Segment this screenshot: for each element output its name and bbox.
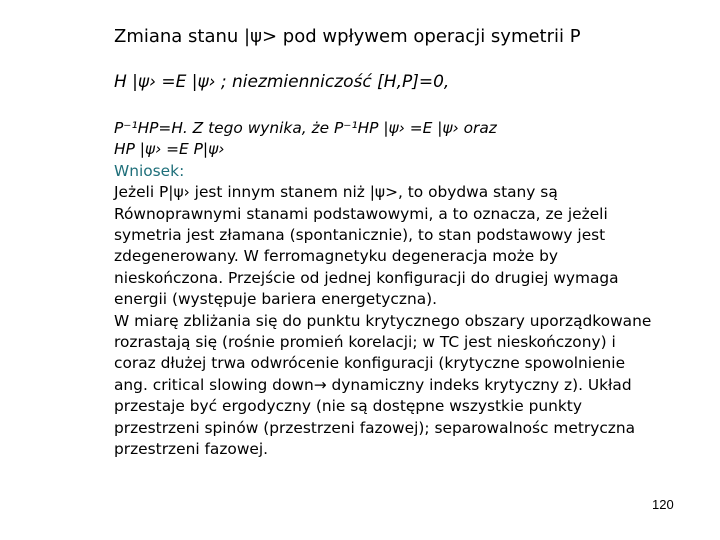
body-line: nieskończona. Przejście od jednej konfiguracji do drugiej wymaga [114, 268, 619, 287]
body-line: przestrzeni spinów (przestrzeni fazowej); separowalnośc metryczna [114, 418, 636, 437]
body-line: ang. critical slowing down→ dynamiczny indeks krytyczny z). Układ [114, 375, 632, 394]
body-line: zdegenerowany. W ferromagnetyku degeneracja może by [114, 247, 559, 266]
body-line: HP |ψ› =E P|ψ› [114, 140, 225, 159]
body-line: W miarę zbliżania się do punktu krytycznego obszary uporządkowane [114, 311, 652, 330]
hamiltonian-formula: H |ψ› =E |ψ› ; niezmienniczość [H,P]=0, [114, 72, 450, 92]
body-line: rozrastają się (rośnie promień korelacji; w TC jest nieskończony) i [114, 333, 616, 352]
body-line: Jeżeli P|ψ› jest innym stanem niż |ψ>, to obydwa stany są [114, 183, 558, 202]
body-line: energii (występuje bariera energetyczna). [114, 290, 438, 309]
conclusion-heading: Wniosek: [114, 161, 185, 180]
body-line: przestrzeni fazowej. [114, 440, 269, 459]
slide-title: Zmiana stanu |ψ> pod wpływem operacji symetrii P [114, 26, 581, 47]
slide-body [114, 118, 714, 461]
page-number: 120 [652, 497, 674, 512]
body-line: Równoprawnymi stanami podstawowymi, a to oznacza, ze jeżeli [114, 204, 608, 223]
body-line: symetria jest złamana (spontanicznie), to stan podstawowy jest [114, 226, 606, 245]
body-line: przestaje być ergodyczny (nie są dostępne wszystkie punkty [114, 397, 582, 416]
body-line: P⁻¹HP=H. Z tego wynika, że P⁻¹HP |ψ› =E |ψ› oraz [114, 119, 497, 137]
body-line: coraz dłużej trwa odwrócenie konfiguracji (krytyczne spowolnienie [114, 354, 626, 373]
